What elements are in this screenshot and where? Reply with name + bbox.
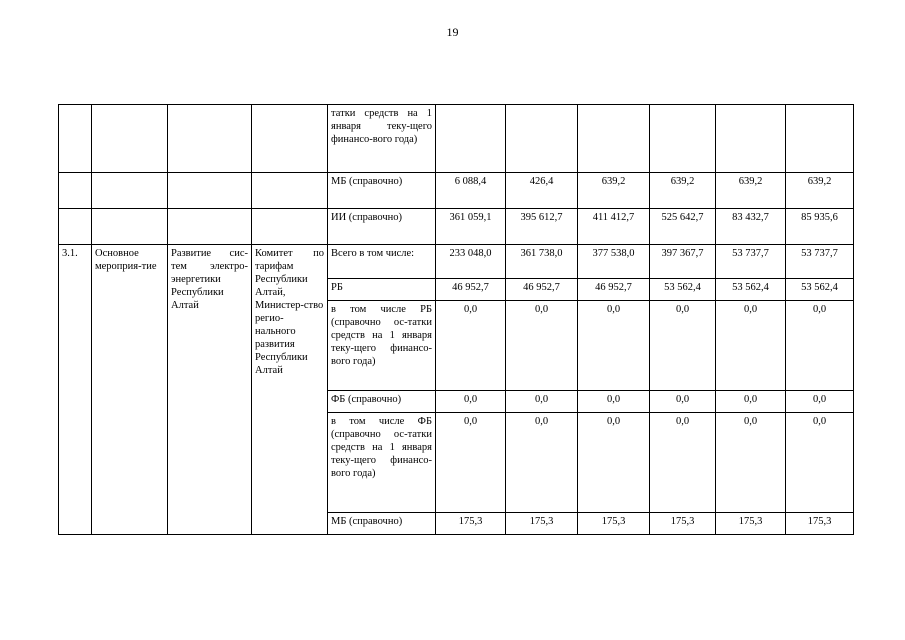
cell-value: 0,0 bbox=[650, 391, 716, 413]
cell-value: 53 737,7 bbox=[786, 245, 854, 279]
cell-source-label: в том числе ФБ (справочно ос-татки средств на 1 января теку-щего финансо-вого года) bbox=[328, 413, 436, 513]
cell-value: 53 562,4 bbox=[786, 279, 854, 301]
cell-value: 85 935,6 bbox=[786, 209, 854, 245]
cell-type-empty bbox=[92, 209, 168, 245]
cell-value: 0,0 bbox=[650, 301, 716, 391]
cell-value: 0,0 bbox=[650, 413, 716, 513]
cell-executor-empty bbox=[252, 209, 328, 245]
cell-value bbox=[650, 105, 716, 173]
cell-value: 0,0 bbox=[786, 301, 854, 391]
cell-value: 426,4 bbox=[506, 173, 578, 209]
cell-number-empty bbox=[59, 209, 92, 245]
cell-value: 6 088,4 bbox=[436, 173, 506, 209]
measure-executor: Комитет по тарифам Республики Алтай, Министер-ство регио-нального развития Республики Алтай bbox=[252, 245, 328, 535]
page-number: 19 bbox=[446, 25, 459, 39]
cell-value: 0,0 bbox=[716, 301, 786, 391]
cell-value: 377 538,0 bbox=[578, 245, 650, 279]
cell-number-empty bbox=[59, 173, 92, 209]
cell-value: 0,0 bbox=[436, 413, 506, 513]
cell-value: 175,3 bbox=[578, 513, 650, 535]
cell-value: 53 562,4 bbox=[650, 279, 716, 301]
cell-value: 395 612,7 bbox=[506, 209, 578, 245]
cell-value: 233 048,0 bbox=[436, 245, 506, 279]
cell-source-label: Всего в том числе: bbox=[328, 245, 436, 279]
cell-value: 0,0 bbox=[506, 413, 578, 513]
cell-value: 0,0 bbox=[436, 391, 506, 413]
cell-number-empty bbox=[59, 105, 92, 173]
cell-value: 175,3 bbox=[786, 513, 854, 535]
cell-value: 0,0 bbox=[578, 301, 650, 391]
cell-value: 361 738,0 bbox=[506, 245, 578, 279]
cell-value: 639,2 bbox=[786, 173, 854, 209]
cell-value: 83 432,7 bbox=[716, 209, 786, 245]
cell-value: 175,3 bbox=[716, 513, 786, 535]
cell-value: 0,0 bbox=[506, 391, 578, 413]
cell-value bbox=[716, 105, 786, 173]
cell-value: 0,0 bbox=[786, 413, 854, 513]
cell-value: 361 059,1 bbox=[436, 209, 506, 245]
cell-value: 46 952,7 bbox=[436, 279, 506, 301]
cell-source-label: татки средств на 1 января теку-щего финансо-вого года) bbox=[328, 105, 436, 173]
cell-value: 0,0 bbox=[506, 301, 578, 391]
cell-value: 53 737,7 bbox=[716, 245, 786, 279]
cell-name-empty bbox=[168, 209, 252, 245]
cell-value: 639,2 bbox=[716, 173, 786, 209]
cell-value: 397 367,7 bbox=[650, 245, 716, 279]
cell-value: 175,3 bbox=[650, 513, 716, 535]
cell-source-label: ИИ (справочно) bbox=[328, 209, 436, 245]
measure-type: Основное мероприя-тие bbox=[92, 245, 168, 535]
cell-source-label: МБ (справочно) bbox=[328, 513, 436, 535]
cell-value: 53 562,4 bbox=[716, 279, 786, 301]
cell-source-label: ФБ (справочно) bbox=[328, 391, 436, 413]
cell-type-empty bbox=[92, 173, 168, 209]
cell-source-label: РБ bbox=[328, 279, 436, 301]
measure-name: Развитие сис-тем электро-энергетики Республики Алтай bbox=[168, 245, 252, 535]
cell-name-empty bbox=[168, 173, 252, 209]
cell-value: 0,0 bbox=[436, 301, 506, 391]
cell-value: 639,2 bbox=[650, 173, 716, 209]
table-row-mb bbox=[59, 173, 854, 209]
cell-executor-empty bbox=[252, 105, 328, 173]
cell-value: 639,2 bbox=[578, 173, 650, 209]
cell-type-empty bbox=[92, 105, 168, 173]
cell-value bbox=[436, 105, 506, 173]
cell-value: 46 952,7 bbox=[506, 279, 578, 301]
cell-source-label: МБ (справочно) bbox=[328, 173, 436, 209]
cell-value: 525 642,7 bbox=[650, 209, 716, 245]
cell-value bbox=[786, 105, 854, 173]
table-row-continued-note bbox=[59, 105, 854, 173]
table-row-total bbox=[59, 245, 854, 279]
cell-name-empty bbox=[168, 105, 252, 173]
cell-value: 411 412,7 bbox=[578, 209, 650, 245]
cell-value: 46 952,7 bbox=[578, 279, 650, 301]
cell-value: 0,0 bbox=[716, 413, 786, 513]
cell-value: 175,3 bbox=[506, 513, 578, 535]
cell-value: 0,0 bbox=[716, 391, 786, 413]
cell-value: 175,3 bbox=[436, 513, 506, 535]
cell-value: 0,0 bbox=[578, 413, 650, 513]
cell-value bbox=[506, 105, 578, 173]
cell-source-label: в том числе РБ (справочно ос-татки средств на 1 января теку-щего финансо-вого года) bbox=[328, 301, 436, 391]
measure-number: 3.1. bbox=[59, 245, 92, 535]
cell-executor-empty bbox=[252, 173, 328, 209]
cell-value: 0,0 bbox=[786, 391, 854, 413]
cell-value: 0,0 bbox=[578, 391, 650, 413]
table-row-ii bbox=[59, 209, 854, 245]
cell-value bbox=[578, 105, 650, 173]
budget-table bbox=[58, 104, 854, 535]
